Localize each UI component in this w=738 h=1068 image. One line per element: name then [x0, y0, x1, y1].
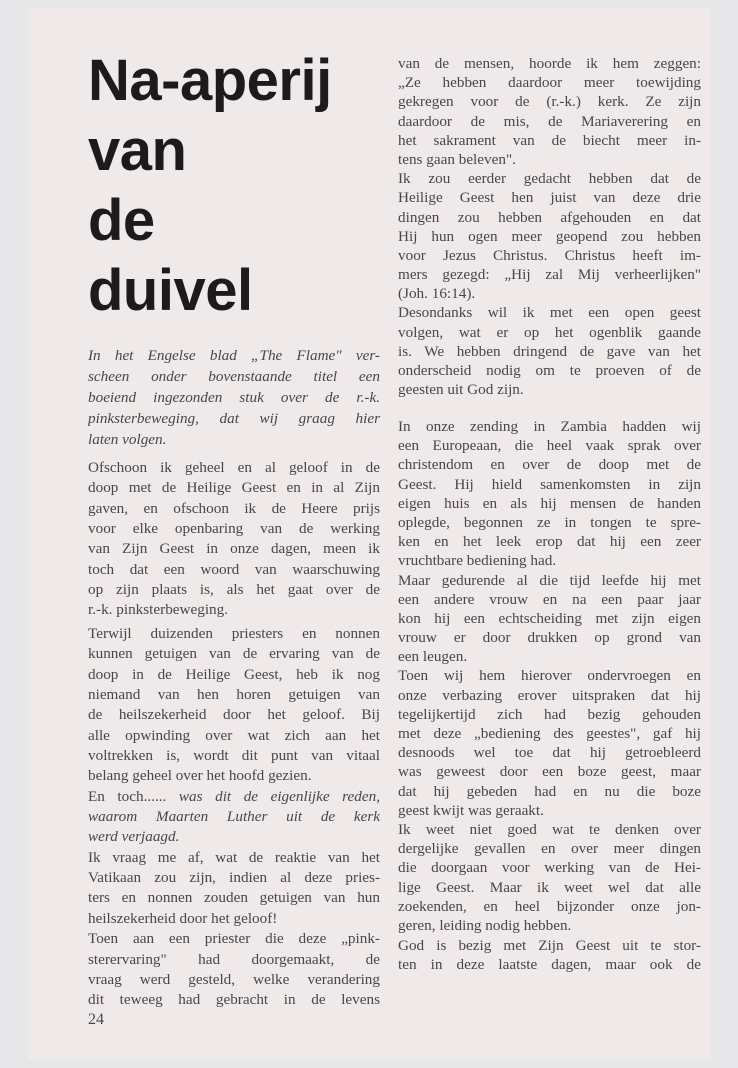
paragraph	[398, 666, 701, 820]
text-line: ters en nonnen zouden getuigen van hun	[88, 889, 380, 907]
text-line: Desondanks wil ik met een open geest	[398, 304, 701, 322]
paragraph	[398, 417, 701, 571]
paragraph	[88, 929, 380, 1010]
text-line: een Europeaan, die heel vaak sprak over	[398, 437, 701, 455]
paragraph	[398, 571, 701, 667]
paragraph	[398, 303, 701, 399]
text-line: het sakrament van de biecht meer in-	[398, 131, 701, 149]
right-column-block-2	[398, 417, 701, 935]
text-line: van Zijn Geest in onze dagen, meen ik	[88, 540, 380, 558]
title-line: de	[88, 188, 155, 253]
right-column-block-3	[398, 936, 701, 974]
text-line: „Ze hebben daardoor meer toewijding	[398, 74, 701, 92]
text-line: een andere vrouw en na een paar jaar	[398, 590, 701, 608]
text-line: daardoor de mis, de Mariaverering en	[398, 112, 701, 130]
text-line: Ik vraag me af, wat de reaktie van het	[88, 848, 380, 866]
right-column-block-1	[398, 54, 701, 399]
text-line: christendom en over de doop met de	[398, 456, 701, 474]
text-line: kon hij een echtscheiding met zijn eigen	[398, 609, 701, 627]
page-number: 24	[88, 1011, 104, 1028]
text-line: r.-k. pinksterbeweging.	[88, 601, 229, 619]
text-line: kunnen getuigen van de ervaring van de	[88, 645, 380, 663]
text-line: mers gezegd: „Hij zal Mij verheerlijken"	[398, 266, 701, 284]
text-line: vruchtbare bediening had.	[398, 552, 557, 570]
text-line: voltrekken is, wordt dit punt van vitaal	[88, 747, 380, 765]
text-line: geest kwijt was geraakt.	[398, 801, 544, 819]
text-line	[88, 787, 380, 807]
text-line: tens gaan beleven".	[398, 150, 516, 168]
paragraph	[88, 848, 380, 929]
text-line: op zijn plaats is, als het gaat over de	[88, 581, 380, 599]
paragraph	[398, 169, 701, 303]
text-line: onderscheid nodig om te proeven of de	[398, 362, 701, 379]
text-line: lige Geest. Maar ik weet wel dat alle	[398, 878, 701, 896]
text-line: met deze „bediening des geestes", gaf hij	[398, 725, 701, 742]
text-line: de heilszekerheid door het geloof. Bij	[88, 706, 380, 724]
text-line: die doorgaan voor werking van de Hei-	[398, 859, 701, 877]
text-line: Hij hun ogen meer geopend zou hebben	[398, 227, 701, 245]
title-line: Na-aperij	[88, 48, 332, 113]
text-line: vrouw er door drukken op grond van	[398, 629, 701, 647]
title-line: duivel	[88, 258, 253, 323]
text-line: God is bezig met Zijn Geest uit te stor-	[398, 937, 701, 954]
text-line: voor elke openbaring van de werking	[88, 520, 380, 538]
text-line: desnoods wel toe dat hij getroebleerd	[398, 744, 701, 762]
text-line: gaven, en ofschoon ik de Heere prijs	[88, 499, 380, 517]
article-title	[88, 46, 332, 326]
italic-text: was dit de eigenlijke reden,	[178, 787, 380, 805]
text-line: eigen huis en als hij mensen de handen	[398, 494, 701, 512]
text-line: Ik weet niet goed wat te denken over	[398, 820, 701, 838]
text-line: doop in de Heilige Geest, heb ik nog	[88, 665, 380, 683]
paragraph	[398, 936, 701, 974]
text-line	[88, 827, 380, 847]
text-line: volgen, wat er op het ogenblik gaande	[398, 323, 701, 341]
text-line: onze verbazing erover uitspraken dat hij	[398, 686, 701, 704]
text-line: niemand van hen horen getuigen van	[88, 686, 380, 704]
roman-text: En toch......	[88, 787, 179, 805]
text-line: Heilige Geest hen juist van deze drie	[398, 189, 701, 207]
text-line: een leugen.	[398, 648, 468, 666]
text-line: oplegde, begonnen ze in tongen te spre-	[398, 513, 701, 531]
text-line: gekregen voor de (r.-k.) kerk. Ze zijn	[398, 93, 701, 111]
text-line: boeiend ingezonden stuk over de r.-k.	[88, 389, 380, 406]
text-line: tegelijkertijd zich had bezig gehouden	[398, 705, 701, 723]
text-line: dat hij gebeden had en nu die boze	[398, 782, 701, 800]
text-line: ken en het leek erop dat hij een zeer	[398, 533, 701, 551]
text-line: Geest. Hij hield samenkomsten in zijn	[398, 475, 701, 493]
text-line: Toen aan een priester die deze „pink-	[88, 930, 380, 948]
text-line: zoekenden, en heel bijzonder onze jon-	[398, 897, 701, 915]
text-line: was geweest door een boze geest, maar	[398, 763, 701, 781]
text-line: pinksterbeweging, dat wij graag hier	[88, 410, 380, 427]
text-line: geesten uit God zijn.	[398, 381, 524, 399]
text-line: toch dat een woord van waarschuwing	[88, 560, 380, 578]
paragraph	[398, 820, 701, 935]
text-line: Vatikaan zou zijn, indien al deze pries-	[88, 869, 380, 887]
text-line: Toen wij hem hierover ondervroegen en	[398, 667, 701, 685]
text-line: (Joh. 16:14).	[398, 285, 476, 303]
italic-text: werd verjaagd.	[88, 828, 180, 846]
paragraph	[88, 624, 380, 787]
text-line: Terwijl duizenden priesters en nonnen	[88, 625, 380, 642]
left-column-block-1	[88, 458, 380, 621]
left-column-block-2	[88, 624, 380, 1011]
text-line: sterervaring" had doorgemaakt, de	[88, 950, 380, 968]
text-line: geren, leiding nodig hebben.	[398, 916, 572, 934]
text-line: heilszekerheid door het geloof!	[88, 909, 278, 927]
text-line: belang geheel over het hoofd gezien.	[88, 767, 312, 785]
text-line: doop met de Heilige Geest en in al Zijn	[88, 479, 380, 497]
text-line: dit teweeg had gebracht in de levens	[88, 991, 380, 1009]
paragraph	[398, 54, 701, 169]
text-line: Ik zou eerder gedacht hebben dat de	[398, 170, 701, 188]
intro-paragraph	[88, 345, 380, 450]
text-line: scheen onder bovenstaande titel een	[88, 368, 380, 385]
paragraph	[88, 458, 380, 621]
text-line: dergelijke gevallen en over meer dingen	[398, 840, 701, 858]
paragraph	[88, 787, 380, 848]
text-line: van de mensen, hoorde ik hem zeggen:	[398, 55, 701, 72]
text-line: Maar gedurende al die tijd leefde hij met	[398, 571, 701, 589]
text-line: dingen zou hebben afgehouden en dat	[398, 208, 701, 226]
text-line: Ofschoon ik geheel en al geloof in de	[88, 459, 380, 476]
text-line: In het Engelse blad „The Flame" ver-	[88, 347, 380, 364]
text-line: is. We hebben dringend de gave van het	[398, 342, 701, 360]
text-line	[88, 807, 380, 827]
text-line: vraag werd gesteld, welke verandering	[88, 970, 380, 988]
title-line: van	[88, 118, 187, 183]
text-line: In onze zending in Zambia hadden wij	[398, 418, 701, 435]
text-line: ten in deze laatste dagen, maar ook de	[398, 956, 701, 974]
italic-text: waarom Maarten Luther uit de kerk	[88, 808, 380, 826]
text-line: alle opwinding over wat zich aan het	[88, 726, 380, 744]
text-line: voor Jezus Christus. Christus heeft im-	[398, 246, 701, 264]
text-line: laten volgen.	[88, 431, 167, 448]
